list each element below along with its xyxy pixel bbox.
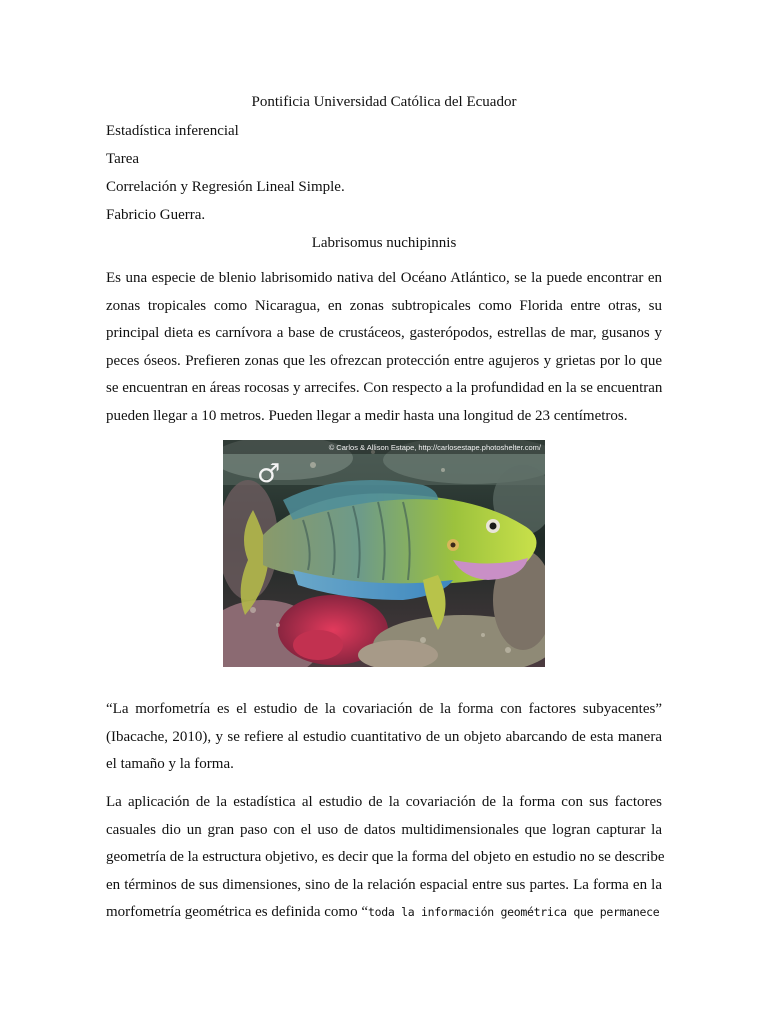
fish-photo bbox=[223, 440, 545, 667]
quoted-definition-fragment: toda la información geométrica que permanece bbox=[367, 905, 660, 919]
course-name: Estadística inferencial bbox=[106, 123, 239, 139]
paragraph-morphometry-definition bbox=[106, 696, 662, 779]
paragraph-statistics-application bbox=[106, 789, 665, 927]
paragraph-line-final bbox=[106, 899, 662, 927]
assignment-topic: Correlación y Regresión Lineal Simple. bbox=[106, 179, 345, 195]
paragraph-line: La aplicación de la estadística al estudio de la covariación de la forma con sus factores bbox=[106, 794, 662, 810]
author-name: Fabricio Guerra. bbox=[106, 207, 206, 223]
male-symbol-icon: ♂ bbox=[257, 459, 281, 489]
paragraph-line: se encuentran en áreas rocosas y arrecifes. Con respecto a la profundidad en la se encuentran bbox=[106, 380, 663, 396]
paragraph-line: zonas tropicales como Nicaragua, en zonas subtropicales como Florida entre otras, su bbox=[106, 297, 662, 314]
paragraph-line: “La morfometría es el estudio de la covariación de la forma con factores subyacentes” bbox=[106, 701, 662, 717]
photo-credit: © Carlos & Allison Estape, http://carlosestape.photoshelter.com/ bbox=[328, 443, 541, 452]
assignment-type: Tarea bbox=[106, 151, 140, 167]
paragraph-line: geometría de la estructura objetivo, es decir que la forma del objeto en estudio no se describe bbox=[106, 849, 665, 865]
paragraph-line: Es una especie de blenio labrisomido nativa del Océano Atlántico, se la puede encontrar en bbox=[106, 270, 662, 286]
paragraph-line: el tamaño y la forma. bbox=[106, 756, 234, 772]
paragraph-line: en términos de sus dimensiones, sino de la relación espacial entre sus partes. La forma en la bbox=[106, 876, 662, 893]
paragraph-line: casuales dio un gran paso con el uso de datos multidimensionales que logran capturar la bbox=[106, 821, 662, 838]
paragraph-line: (Ibacache, 2010), y se refiere al estudio cuantitativo de un objeto abarcando de esta manera bbox=[106, 728, 662, 745]
section-title: Labrisomus nuchipinnis bbox=[311, 235, 457, 251]
university-name: Pontificia Universidad Católica del Ecuador bbox=[251, 94, 517, 110]
paragraph-line: principal dieta es carnívora a base de crustáceos, gasterópodos, estrellas de mar, gusanos y bbox=[106, 325, 662, 341]
paragraph-line: pueden llegar a 10 metros. Pueden llegar a medir hasta una longitud de 23 centímetros. bbox=[106, 407, 628, 424]
paragraph-line-text: morfometría geométrica es definida como “ bbox=[106, 904, 368, 920]
paragraph-species-description bbox=[106, 265, 662, 430]
paragraph-line: peces óseos. Prefieren zonas que les ofrezcan protección entre agujeros y grietas por lo que bbox=[106, 352, 662, 369]
